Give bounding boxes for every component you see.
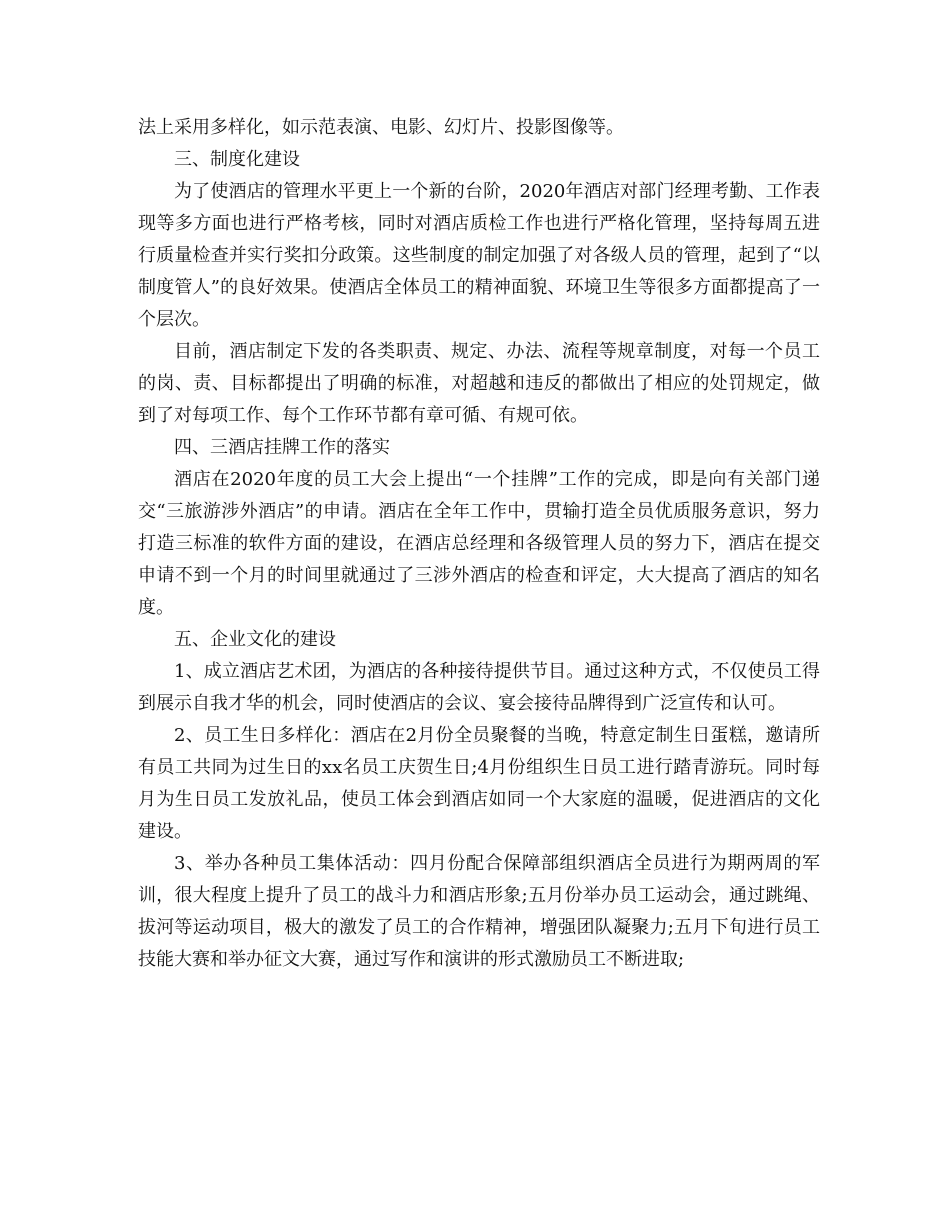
section-heading-institutional-building: 三、制度化建设	[174, 149, 300, 170]
paragraph-management-assessment: 为了使酒店的管理水平更上一个新的台阶，2020年酒店对部门经理考勤、工作表现等多方面也进行严格考核，同时对酒店质检工作也进行严格化管理，坚持每周五进行质量检查并实行奖扣分政策。这些制度的制定加强了对各级人员的管理，起到了“以制度管人”的良好效果。使酒店全体员工的精神面貌、环境卫生等很多方面都提高了一个层次。	[138, 181, 820, 330]
paragraph-rules-regulations: 目前，酒店制定下发的各类职责、规定、办法、流程等规章制度，对每一个员工的岗、责、目标都提出了明确的标准，对超越和违反的都做出了相应的处罚规定，做到了对每项工作、每个工作环节都有章可循、有规可依。	[138, 341, 820, 426]
paragraph-employee-birthdays: 2、员工生日多样化：酒店在2月份全员聚餐的当晚，特意定制生日蛋糕，邀请所有员工共同为过生日的xx名员工庆贺生日;4月份组织生日员工进行踏青游玩。同时每月为生日员工发放礼品，使员工体会到酒店如同一个大家庭的温暖，促进酒店的文化建设。	[138, 725, 820, 842]
document-body	[138, 112, 820, 976]
paragraph-group-activities: 3、举办各种员工集体活动：四月份配合保障部组织酒店全员进行为期两周的军训，很大程度上提升了员工的战斗力和酒店形象;五月份举办员工运动会，通过跳绳、拔河等运动项目，极大的激发了员工的合作精神，增强团队凝聚力;五月下旬进行员工技能大赛和举办征文大赛，通过写作和演讲的形式激励员工不断进取;	[138, 853, 820, 970]
section-heading-hotel-listing: 四、三酒店挂牌工作的落实	[174, 437, 390, 458]
section-heading-corporate-culture: 五、企业文化的建设	[174, 629, 336, 650]
paragraph-art-troupe: 1、成立酒店艺术团，为酒店的各种接待提供节目。通过这种方式，不仅使员工得到展示自我才华的机会，同时使酒店的会议、宴会接待品牌得到广泛宣传和认可。	[138, 661, 820, 714]
paragraph-listing-application: 酒店在2020年度的员工大会上提出“一个挂牌”工作的完成，即是向有关部门递交“三旅游涉外酒店”的申请。酒店在全年工作中，贯输打造全员优质服务意识，努力打造三标准的软件方面的建设，在酒店总经理和各级管理人员的努力下，酒店在提交申请不到一个月的时间里就通过了三涉外酒店的检查和评定，大大提高了酒店的知名度。	[138, 469, 820, 618]
paragraph-continued: 法上采用多样化，如示范表演、电影、幻灯片、投影图像等。	[138, 117, 624, 138]
